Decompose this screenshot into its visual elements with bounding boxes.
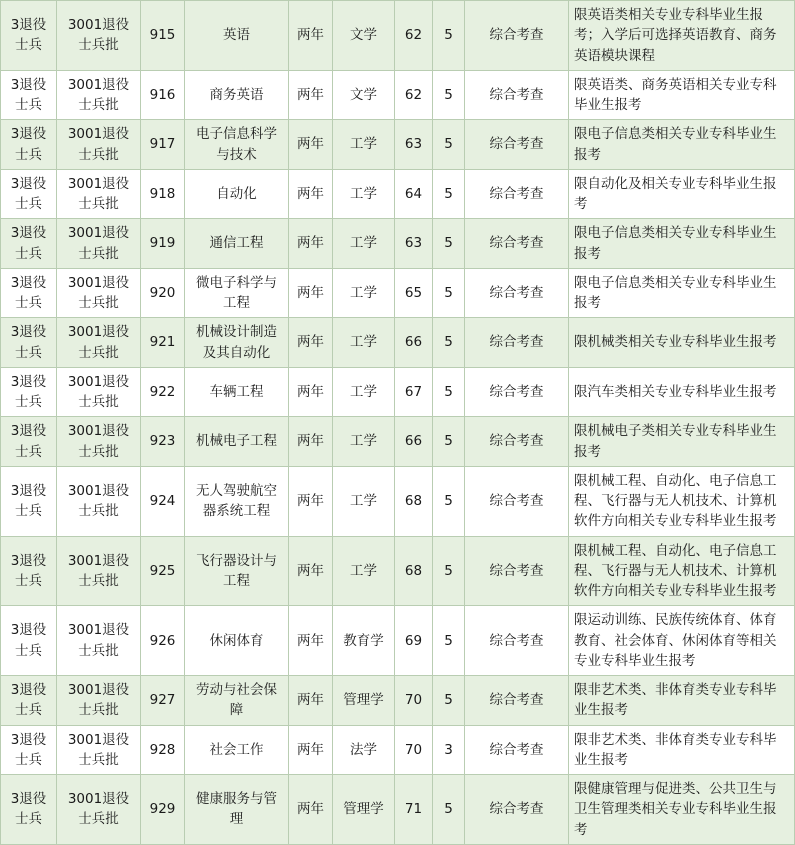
cell-major: 电子信息科学与技术	[185, 120, 289, 170]
cell-plan-number: 66	[395, 417, 433, 467]
cell-major: 机械设计制造及其自动化	[185, 318, 289, 368]
cell-category: 3退役士兵	[1, 70, 57, 120]
cell-plan-batch: 3001退役士兵批	[57, 70, 141, 120]
cell-plan-count: 5	[433, 120, 465, 170]
cell-requirement: 限机械工程、自动化、电子信息工程、飞行器与无人机技术、计算机软件方向相关专业专科毕业生报考	[569, 466, 795, 536]
table-body	[1, 1, 795, 845]
cell-discipline: 工学	[333, 466, 395, 536]
cell-plan-number: 68	[395, 536, 433, 606]
cell-category: 3退役士兵	[1, 169, 57, 219]
cell-plan-number: 71	[395, 775, 433, 845]
cell-exam-subject: 综合考查	[465, 466, 569, 536]
cell-exam-subject: 综合考查	[465, 417, 569, 467]
cell-exam-subject: 综合考查	[465, 676, 569, 726]
cell-discipline: 文学	[333, 1, 395, 71]
cell-major: 微电子科学与工程	[185, 268, 289, 318]
cell-exam-subject: 综合考查	[465, 120, 569, 170]
cell-requirement: 限健康管理与促进类、公共卫生与卫生管理类相关专业专科毕业生报考	[569, 775, 795, 845]
cell-plan-count: 5	[433, 367, 465, 417]
cell-exam-subject: 综合考查	[465, 725, 569, 775]
cell-plan-batch: 3001退役士兵批	[57, 725, 141, 775]
cell-exam-subject: 综合考查	[465, 536, 569, 606]
table-row	[1, 676, 795, 726]
cell-discipline: 管理学	[333, 676, 395, 726]
cell-plan-count: 5	[433, 676, 465, 726]
cell-plan-count: 5	[433, 1, 465, 71]
cell-requirement: 限非艺术类、非体育类专业专科毕业生报考	[569, 725, 795, 775]
cell-code: 915	[141, 1, 185, 71]
cell-plan-batch: 3001退役士兵批	[57, 219, 141, 269]
cell-plan-batch: 3001退役士兵批	[57, 1, 141, 71]
cell-requirement: 限电子信息类相关专业专科毕业生报考	[569, 120, 795, 170]
table-row	[1, 466, 795, 536]
cell-duration: 两年	[289, 120, 333, 170]
table-row	[1, 70, 795, 120]
cell-duration: 两年	[289, 367, 333, 417]
cell-duration: 两年	[289, 70, 333, 120]
cell-duration: 两年	[289, 417, 333, 467]
cell-plan-batch: 3001退役士兵批	[57, 676, 141, 726]
cell-discipline: 文学	[333, 70, 395, 120]
cell-code: 925	[141, 536, 185, 606]
cell-code: 921	[141, 318, 185, 368]
table-row	[1, 318, 795, 368]
cell-code: 920	[141, 268, 185, 318]
cell-plan-number: 62	[395, 1, 433, 71]
table-row	[1, 536, 795, 606]
cell-major: 英语	[185, 1, 289, 71]
cell-discipline: 工学	[333, 219, 395, 269]
table-row	[1, 775, 795, 845]
cell-plan-number: 67	[395, 367, 433, 417]
cell-requirement: 限英语类相关专业专科毕业生报考；入学后可选择英语教育、商务英语模块课程	[569, 1, 795, 71]
cell-duration: 两年	[289, 318, 333, 368]
cell-exam-subject: 综合考查	[465, 318, 569, 368]
cell-category: 3退役士兵	[1, 775, 57, 845]
cell-plan-number: 65	[395, 268, 433, 318]
cell-code: 924	[141, 466, 185, 536]
cell-category: 3退役士兵	[1, 219, 57, 269]
table-row	[1, 367, 795, 417]
cell-plan-batch: 3001退役士兵批	[57, 318, 141, 368]
cell-plan-number: 70	[395, 676, 433, 726]
cell-plan-batch: 3001退役士兵批	[57, 367, 141, 417]
cell-plan-batch: 3001退役士兵批	[57, 417, 141, 467]
cell-major: 通信工程	[185, 219, 289, 269]
cell-duration: 两年	[289, 169, 333, 219]
cell-duration: 两年	[289, 606, 333, 676]
cell-category: 3退役士兵	[1, 466, 57, 536]
table-row	[1, 417, 795, 467]
cell-major: 健康服务与管理	[185, 775, 289, 845]
cell-requirement: 限机械电子类相关专业专科毕业生报考	[569, 417, 795, 467]
cell-major: 商务英语	[185, 70, 289, 120]
table-row	[1, 169, 795, 219]
cell-plan-number: 66	[395, 318, 433, 368]
cell-plan-count: 5	[433, 219, 465, 269]
cell-code: 922	[141, 367, 185, 417]
cell-plan-batch: 3001退役士兵批	[57, 169, 141, 219]
cell-requirement: 限机械类相关专业专科毕业生报考	[569, 318, 795, 368]
cell-plan-number: 68	[395, 466, 433, 536]
cell-major: 自动化	[185, 169, 289, 219]
cell-discipline: 工学	[333, 120, 395, 170]
cell-category: 3退役士兵	[1, 1, 57, 71]
table-row	[1, 725, 795, 775]
cell-category: 3退役士兵	[1, 367, 57, 417]
cell-duration: 两年	[289, 775, 333, 845]
cell-plan-number: 64	[395, 169, 433, 219]
cell-major: 车辆工程	[185, 367, 289, 417]
cell-major: 休闲体育	[185, 606, 289, 676]
cell-code: 929	[141, 775, 185, 845]
cell-code: 916	[141, 70, 185, 120]
cell-requirement: 限运动训练、民族传统体育、体育教育、社会体育、休闲体育等相关专业专科毕业生报考	[569, 606, 795, 676]
cell-plan-number: 70	[395, 725, 433, 775]
cell-duration: 两年	[289, 219, 333, 269]
cell-duration: 两年	[289, 466, 333, 536]
table-row	[1, 606, 795, 676]
cell-plan-number: 63	[395, 219, 433, 269]
cell-exam-subject: 综合考查	[465, 367, 569, 417]
cell-discipline: 工学	[333, 536, 395, 606]
cell-requirement: 限英语类、商务英语相关专业专科毕业生报考	[569, 70, 795, 120]
cell-plan-number: 69	[395, 606, 433, 676]
cell-duration: 两年	[289, 536, 333, 606]
cell-discipline: 管理学	[333, 775, 395, 845]
cell-major: 飞行器设计与工程	[185, 536, 289, 606]
cell-discipline: 工学	[333, 268, 395, 318]
cell-exam-subject: 综合考查	[465, 775, 569, 845]
cell-major: 机械电子工程	[185, 417, 289, 467]
cell-plan-count: 3	[433, 725, 465, 775]
cell-duration: 两年	[289, 725, 333, 775]
cell-requirement: 限自动化及相关专业专科毕业生报考	[569, 169, 795, 219]
cell-plan-count: 5	[433, 606, 465, 676]
table-row	[1, 120, 795, 170]
table-row	[1, 219, 795, 269]
cell-major: 劳动与社会保障	[185, 676, 289, 726]
cell-category: 3退役士兵	[1, 268, 57, 318]
table-row	[1, 1, 795, 71]
cell-exam-subject: 综合考查	[465, 1, 569, 71]
cell-plan-count: 5	[433, 775, 465, 845]
cell-plan-batch: 3001退役士兵批	[57, 268, 141, 318]
cell-requirement: 限汽车类相关专业专科毕业生报考	[569, 367, 795, 417]
cell-major: 无人驾驶航空器系统工程	[185, 466, 289, 536]
cell-plan-count: 5	[433, 417, 465, 467]
cell-exam-subject: 综合考查	[465, 606, 569, 676]
cell-exam-subject: 综合考查	[465, 169, 569, 219]
cell-category: 3退役士兵	[1, 725, 57, 775]
cell-plan-count: 5	[433, 466, 465, 536]
table-row	[1, 268, 795, 318]
cell-duration: 两年	[289, 1, 333, 71]
cell-duration: 两年	[289, 268, 333, 318]
cell-major: 社会工作	[185, 725, 289, 775]
cell-requirement: 限机械工程、自动化、电子信息工程、飞行器与无人机技术、计算机软件方向相关专业专科毕业生报考	[569, 536, 795, 606]
cell-exam-subject: 综合考查	[465, 268, 569, 318]
cell-category: 3退役士兵	[1, 318, 57, 368]
cell-duration: 两年	[289, 676, 333, 726]
cell-requirement: 限非艺术类、非体育类专业专科毕业生报考	[569, 676, 795, 726]
cell-requirement: 限电子信息类相关专业专科毕业生报考	[569, 219, 795, 269]
cell-code: 923	[141, 417, 185, 467]
cell-category: 3退役士兵	[1, 676, 57, 726]
cell-discipline: 教育学	[333, 606, 395, 676]
cell-code: 917	[141, 120, 185, 170]
cell-category: 3退役士兵	[1, 120, 57, 170]
cell-plan-count: 5	[433, 318, 465, 368]
cell-discipline: 工学	[333, 169, 395, 219]
cell-discipline: 法学	[333, 725, 395, 775]
cell-exam-subject: 综合考查	[465, 70, 569, 120]
cell-discipline: 工学	[333, 318, 395, 368]
cell-requirement: 限电子信息类相关专业专科毕业生报考	[569, 268, 795, 318]
cell-category: 3退役士兵	[1, 536, 57, 606]
cell-plan-batch: 3001退役士兵批	[57, 606, 141, 676]
cell-code: 918	[141, 169, 185, 219]
cell-code: 928	[141, 725, 185, 775]
cell-discipline: 工学	[333, 367, 395, 417]
cell-category: 3退役士兵	[1, 417, 57, 467]
cell-plan-batch: 3001退役士兵批	[57, 120, 141, 170]
cell-plan-count: 5	[433, 536, 465, 606]
cell-code: 927	[141, 676, 185, 726]
cell-plan-count: 5	[433, 268, 465, 318]
cell-plan-number: 63	[395, 120, 433, 170]
cell-plan-batch: 3001退役士兵批	[57, 466, 141, 536]
cell-code: 926	[141, 606, 185, 676]
cell-category: 3退役士兵	[1, 606, 57, 676]
cell-plan-count: 5	[433, 70, 465, 120]
cell-plan-batch: 3001退役士兵批	[57, 775, 141, 845]
cell-exam-subject: 综合考查	[465, 219, 569, 269]
cell-code: 919	[141, 219, 185, 269]
cell-plan-count: 5	[433, 169, 465, 219]
cell-plan-number: 62	[395, 70, 433, 120]
cell-plan-batch: 3001退役士兵批	[57, 536, 141, 606]
cell-discipline: 工学	[333, 417, 395, 467]
